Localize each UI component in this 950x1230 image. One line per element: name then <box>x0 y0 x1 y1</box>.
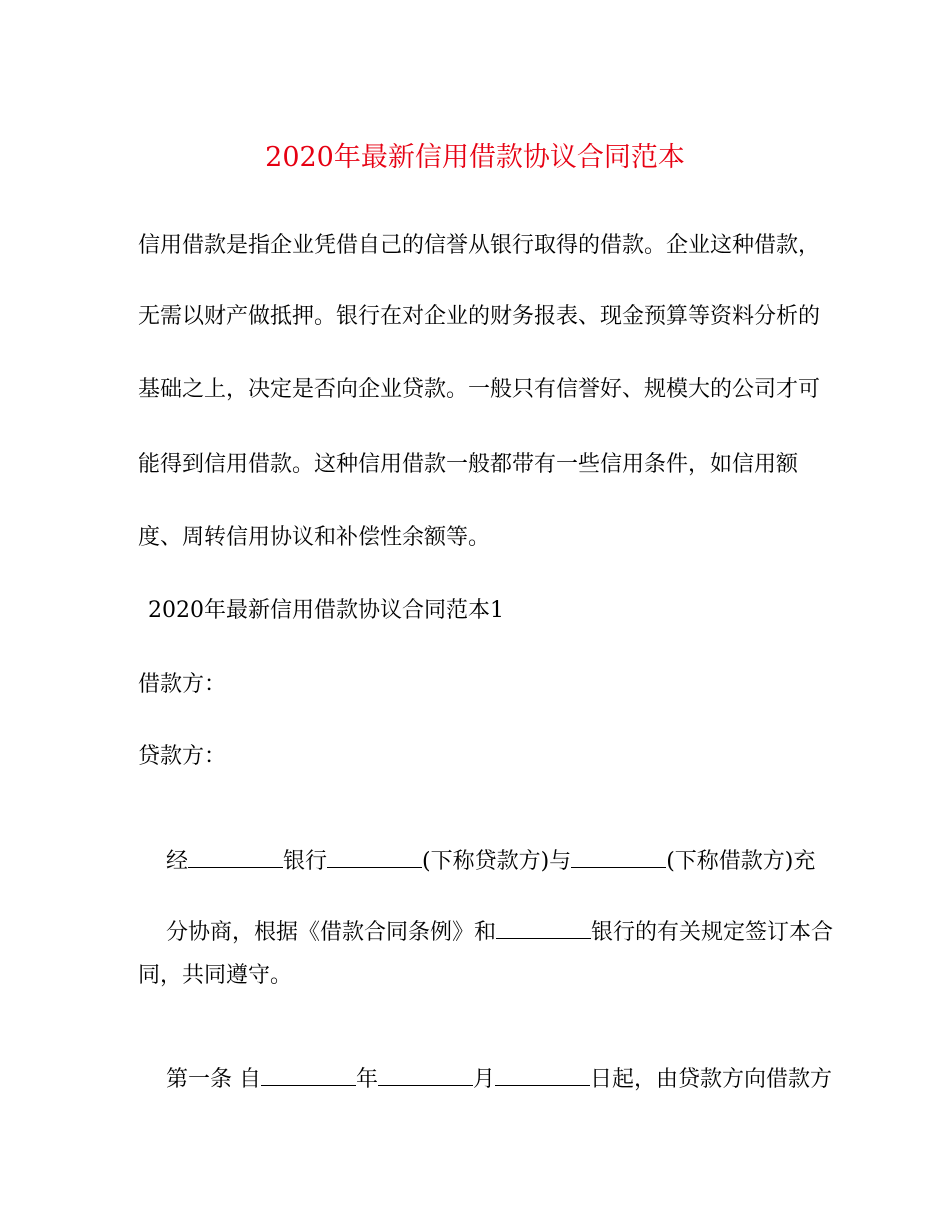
fill-blank[interactable] <box>496 918 591 939</box>
intro-line-4: 能得到信用借款。这种信用借款一般都带有一些信用条件，如信用额 <box>138 452 799 477</box>
article-text: 日起，由贷款方向借款方 <box>590 1067 833 1092</box>
intro-line-1: 信用借款是指企业凭借自己的信誉从银行取得的借款。企业这种借款， <box>138 233 821 258</box>
clause-text: (下称借款方)充 <box>666 849 816 874</box>
article-text: 年 <box>355 1067 378 1092</box>
section-title: 2020年最新信用借款协议合同范本1 <box>148 598 504 623</box>
fill-blank[interactable] <box>327 847 422 868</box>
borrower-label: 借款方： <box>138 672 227 697</box>
document-title: 2020年最新信用借款协议合同范本 <box>265 142 685 173</box>
intro-line-2: 无需以财产做抵押。银行在对企业的财务报表、现金预算等资料分析的 <box>138 304 821 329</box>
intro-line-5: 度、周转信用协议和补偿性余额等。 <box>138 525 491 550</box>
fill-blank[interactable] <box>571 847 666 868</box>
clause-text: 银行 <box>283 849 328 874</box>
fill-blank[interactable] <box>495 1065 590 1086</box>
article-1-line-1 <box>138 1035 832 1125</box>
fill-blank[interactable] <box>188 847 283 868</box>
fill-blank[interactable] <box>378 1065 473 1086</box>
article-text: 月 <box>473 1067 496 1092</box>
clause-text: 分协商，根据《借款合同条例》和 <box>165 920 496 945</box>
clause-text: 银行的有关规定签订本合 <box>591 920 834 945</box>
article-text: 第一条 自 <box>165 1067 261 1092</box>
lender-label: 贷款方： <box>138 744 227 769</box>
fill-blank[interactable] <box>261 1065 356 1086</box>
intro-line-3: 基础之上，决定是否向企业贷款。一般只有信誉好、规模大的公司才可 <box>138 377 821 402</box>
clause-text: 经 <box>165 849 188 874</box>
clause-intro-line-3: 同，共同遵守。 <box>138 963 293 988</box>
clause-text: (下称贷款方)与 <box>422 849 572 874</box>
